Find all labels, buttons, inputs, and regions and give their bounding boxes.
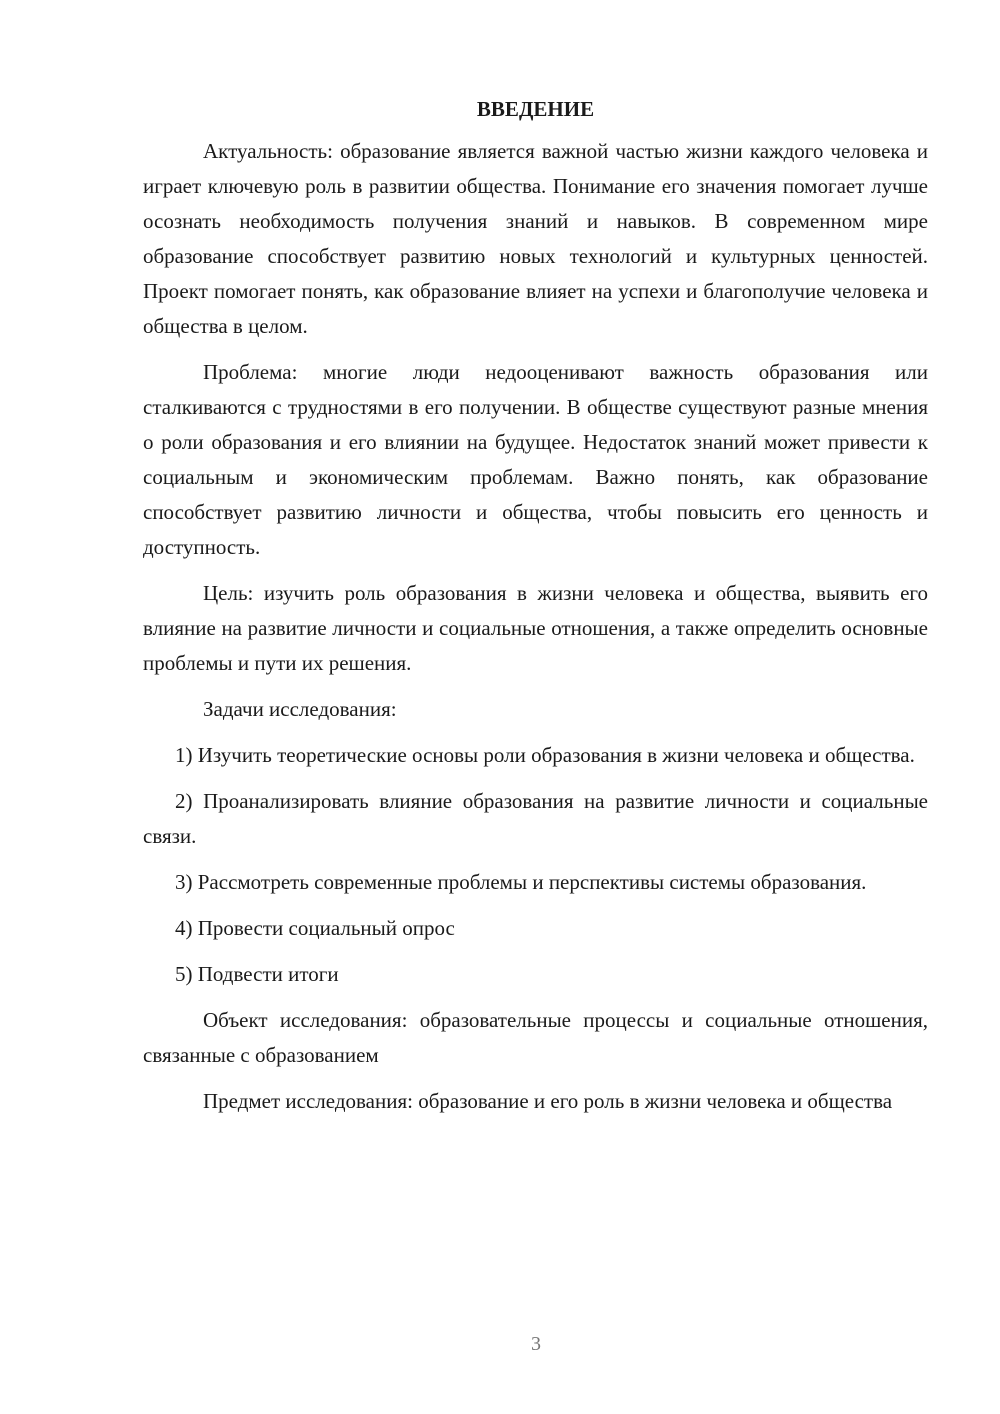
tasks-heading: Задачи исследования: <box>203 697 397 721</box>
relevance-paragraph: Актуальность: образование является важной частью жизни каждого человека и играет ключевую роль в развитии общества. Понимание его значения помогает лучше осознать необходимость получения знаний и навыков. В современном мире образование способствует развитию новых технологий и культурных ценностей. Проект помогает понять, как образование влияет на успехи и благополучие человека и общества в целом. <box>143 139 928 338</box>
problem-paragraph: Проблема: многие люди недооценивают важность образования или сталкиваются с трудностями в его получении. В обществе существуют разные мнения о роли образования и его влиянии на будущее. Недостаток знаний может привести к социальным и экономическим проблемам. Важно понять, как образование способствует развитию личности и общества, чтобы повысить его ценность и доступность. <box>143 360 928 559</box>
task-item-1: 1) Изучить теоретические основы роли образования в жизни человека и общества. <box>175 743 915 767</box>
task-item-3: 3) Рассмотреть современные проблемы и перспективы системы образования. <box>175 870 867 894</box>
page-title: ВВЕДЕНИЕ <box>476 97 595 121</box>
document-body <box>143 92 928 1130</box>
research-object-paragraph: Объект исследования: образовательные процессы и социальные отношения, связанные с образованием <box>143 1008 928 1067</box>
task-item-2: 2) Проанализировать влияние образования на развитие личности и социальные связи. <box>143 789 928 848</box>
page-number: 3 <box>531 1333 541 1355</box>
research-subject-paragraph: Предмет исследования: образование и его роль в жизни человека и общества <box>203 1089 893 1113</box>
task-item-4: 4) Провести социальный опрос <box>175 916 455 940</box>
goal-paragraph: Цель: изучить роль образования в жизни человека и общества, выявить его влияние на развитие личности и социальные отношения, а также определить основные проблемы и пути их решения. <box>143 581 928 675</box>
task-item-5: 5) Подвести итоги <box>175 962 339 986</box>
